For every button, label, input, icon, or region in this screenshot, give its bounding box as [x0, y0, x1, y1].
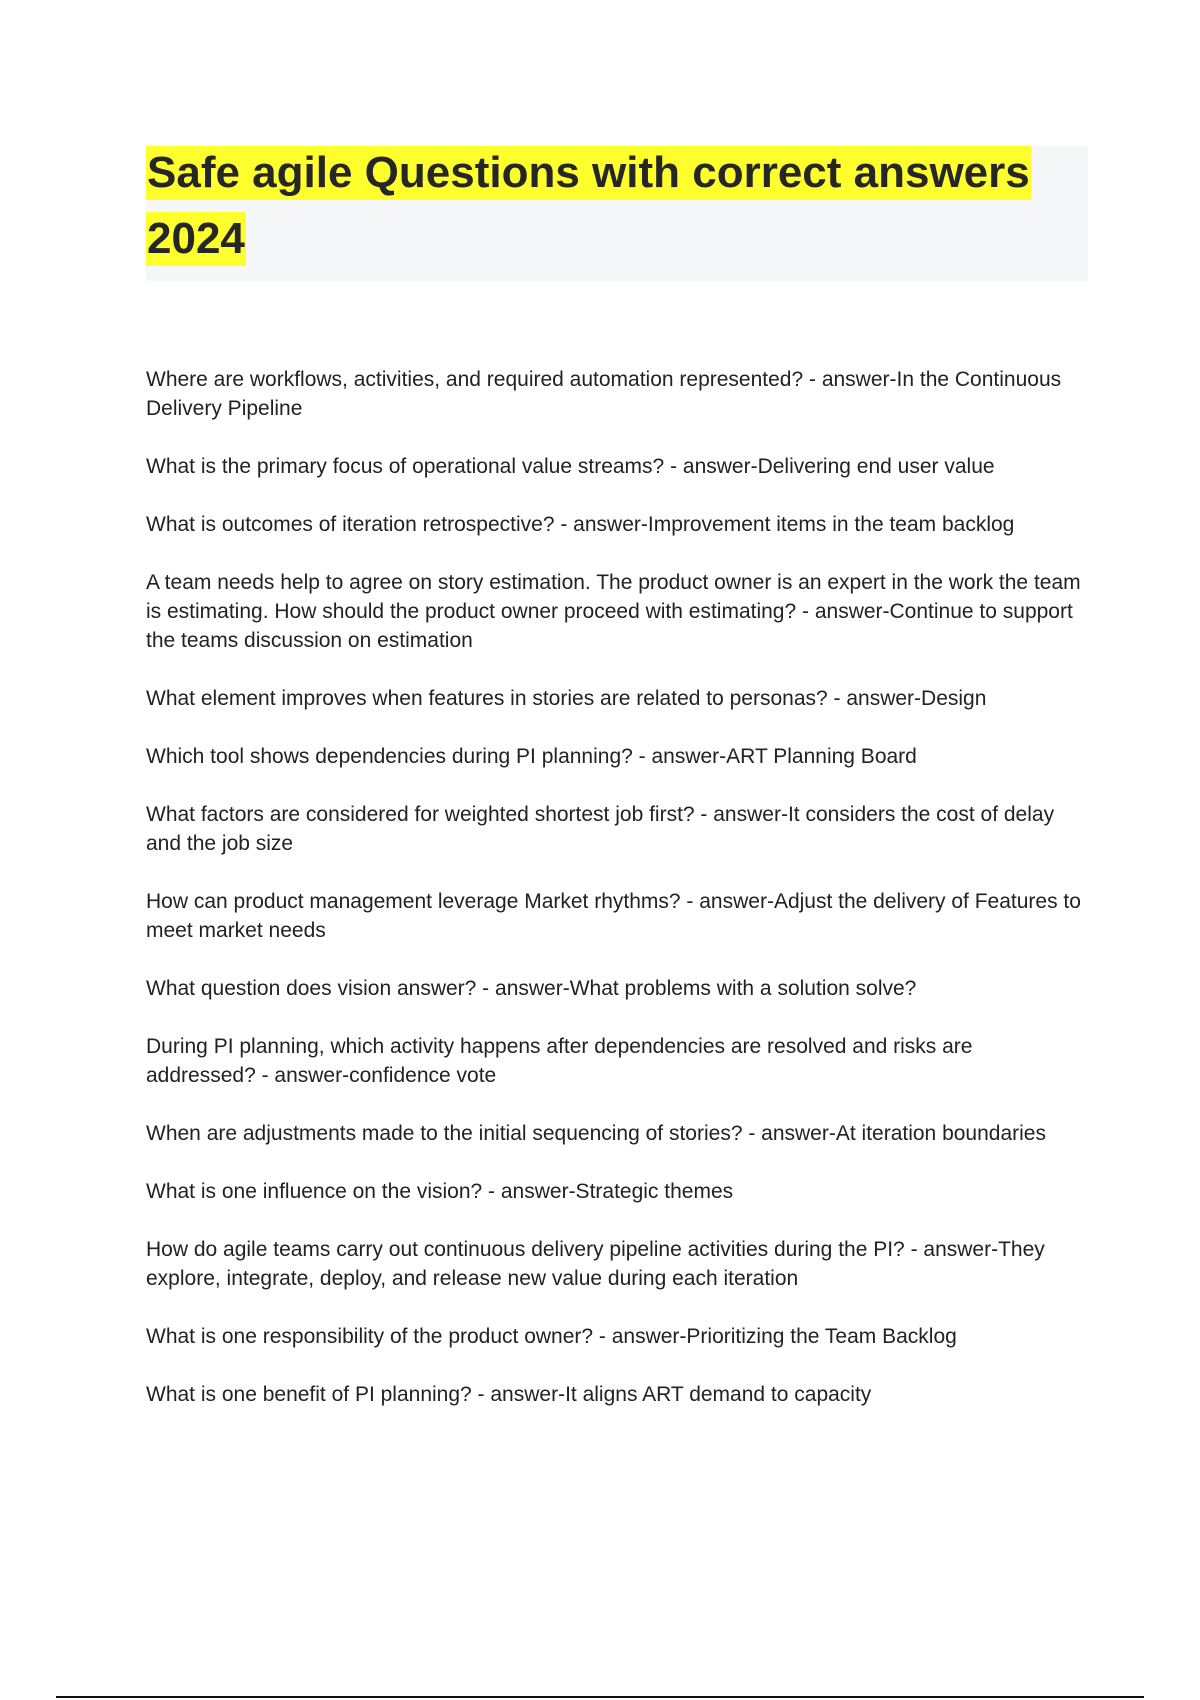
document-title-block	[146, 146, 1088, 281]
qa-item: What is one benefit of PI planning? - answer-It aligns ART demand to capacity	[146, 1383, 872, 1406]
qa-item: How do agile teams carry out continuous delivery pipeline activities during the PI? - answer-They explore, integrate, deploy, and release new value during each iteration	[146, 1238, 1045, 1290]
qa-item: How can product management leverage Market rhythms? - answer-Adjust the delivery of Features to meet market needs	[146, 890, 1081, 942]
qa-item: What is one responsibility of the product owner? - answer-Prioritizing the Team Backlog	[146, 1325, 957, 1348]
document-title-line-1: Safe agile Questions with correct answers	[146, 146, 1031, 200]
qa-item: What is outcomes of iteration retrospective? - answer-Improvement items in the team backlog	[146, 513, 1015, 536]
qa-item: When are adjustments made to the initial sequencing of stories? - answer-At iteration boundaries	[146, 1122, 1046, 1145]
qa-item: What is one influence on the vision? - answer-Strategic themes	[146, 1180, 734, 1203]
qa-item: A team needs help to agree on story estimation. The product owner is an expert in the work the team is estimating. How should the product owner proceed with estimating? - answer-Continue to support the teams discussion on estimation	[146, 571, 1081, 652]
qa-item: What element improves when features in stories are related to personas? - answer-Design	[146, 687, 987, 710]
qa-item: Where are workflows, activities, and required automation represented? - answer-In the Continuous Delivery Pipeline	[146, 368, 1062, 420]
qa-list	[146, 365, 1086, 1438]
qa-item: What question does vision answer? - answer-What problems with a solution solve?	[146, 977, 917, 1000]
document-title-line-2: 2024	[146, 212, 246, 266]
qa-item: What is the primary focus of operational value streams? - answer-Delivering end user value	[146, 455, 995, 478]
qa-item: Which tool shows dependencies during PI planning? - answer-ART Planning Board	[146, 745, 917, 768]
footer-divider	[56, 1696, 1144, 1698]
qa-item: During PI planning, which activity happens after dependencies are resolved and risks are addressed? - answer-confidence vote	[146, 1035, 973, 1087]
qa-item: What factors are considered for weighted shortest job first? - answer-It considers the cost of delay and the job size	[146, 803, 1055, 855]
